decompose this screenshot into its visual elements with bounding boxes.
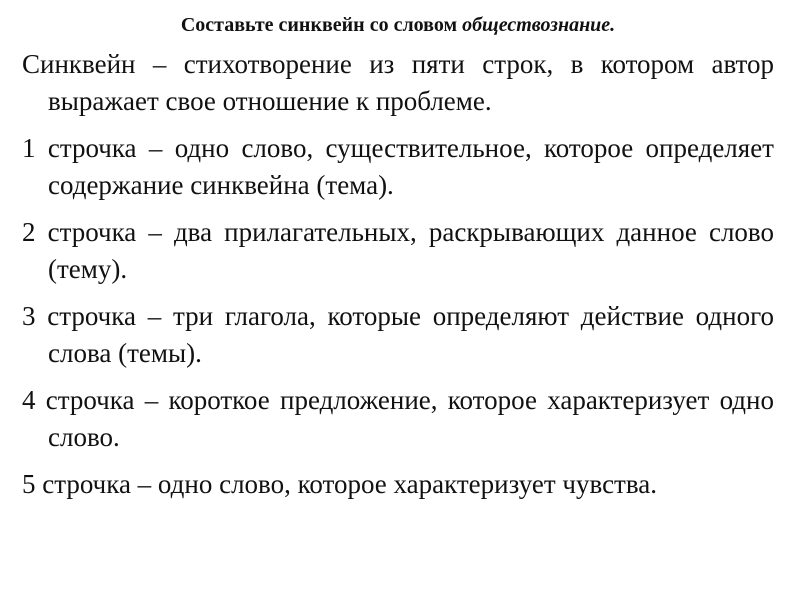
line-4-rule: 4 строчка – короткое предложение, которое характеризует одно слово. <box>22 385 774 452</box>
slide-title-keyword: обществознание. <box>462 14 616 36</box>
line-2-rule: 2 строчка – два прилагательных, раскрывающих данное слово (тему). <box>22 217 774 284</box>
definition-list <box>22 46 774 503</box>
line-3-rule: 3 строчка – три глагола, которые определяют действие одного слова (темы). <box>22 301 774 368</box>
slide-title-prefix: Составьте синквейн со словом <box>180 14 463 36</box>
definition-paragraph: Синквейн – стихотворение из пяти строк, в котором автор выражает свое отношение к проблеме. <box>22 49 774 116</box>
slide-title <box>22 12 774 38</box>
line-5-rule: 5 строчка – одно слово, которое характеризует чувства. <box>22 469 657 499</box>
line-1-rule: 1 строчка – одно слово, существительное, которое определяет содержание синквейна (тема). <box>22 133 774 200</box>
